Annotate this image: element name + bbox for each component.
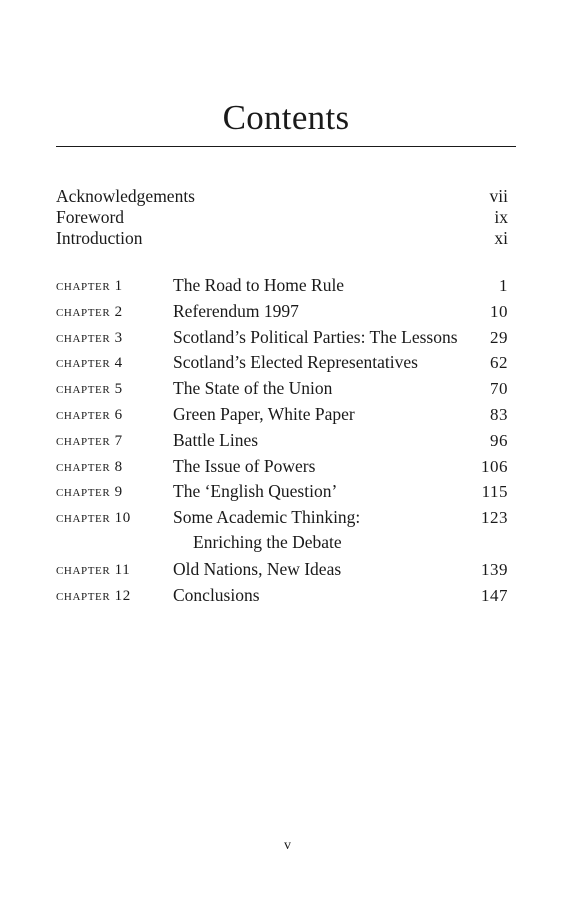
title-rule: [56, 146, 516, 147]
chapter-title: Scotland’s Political Parties: The Lessons: [173, 326, 458, 347]
chapter-title: Scotland’s Elected Representatives: [173, 352, 418, 373]
front-matter-item[interactable]: [56, 186, 508, 207]
chapter-entry[interactable]: [56, 274, 508, 300]
chapter-entry[interactable]: [56, 377, 508, 403]
chapter-label: chapter 10: [56, 510, 131, 527]
chapter-entry[interactable]: [56, 300, 508, 326]
chapter-page: 147: [481, 585, 508, 605]
chapter-entry[interactable]: [56, 506, 508, 558]
chapter-entry[interactable]: [56, 584, 508, 610]
front-matter-page: vii: [489, 186, 508, 206]
chapter-entry[interactable]: [56, 429, 508, 455]
chapter-title: Old Nations, New Ideas: [173, 558, 342, 579]
chapter-title: Battle Lines: [173, 429, 259, 450]
chapter-label: chapter 6: [56, 406, 123, 423]
chapter-title: The ‘English Question’: [173, 481, 338, 502]
page-number: v: [284, 838, 291, 853]
chapter-page: 106: [481, 456, 508, 476]
chapter-title-continuation: Enriching the Debate: [193, 532, 342, 553]
chapter-title: The Road to Home Rule: [173, 275, 345, 295]
chapter-title: Some Academic Thinking:: [173, 507, 361, 528]
chapter-label: chapter 2: [56, 303, 123, 320]
chapter-label: chapter 7: [56, 432, 123, 449]
chapter-entry[interactable]: [56, 480, 508, 506]
chapter-page: 10: [490, 301, 508, 321]
front-matter-page: ix: [494, 207, 508, 227]
chapter-label: chapter 4: [56, 355, 123, 372]
chapter-page: 62: [490, 353, 508, 373]
page-title: Contents: [222, 98, 350, 137]
chapter-entry[interactable]: [56, 558, 508, 584]
chapter-entry[interactable]: [56, 455, 508, 481]
chapter-label: chapter 12: [56, 587, 131, 604]
chapter-entry[interactable]: [56, 326, 508, 352]
chapter-page: 96: [490, 430, 508, 450]
chapter-page: 123: [481, 508, 508, 528]
chapter-page: 83: [490, 404, 508, 424]
chapter-label: chapter 5: [56, 381, 123, 398]
chapter-title: The State of the Union: [173, 378, 333, 399]
chapter-page: 70: [490, 379, 508, 399]
chapter-list: [56, 274, 508, 609]
chapter-title-block: [173, 506, 360, 553]
chapter-label: chapter 9: [56, 484, 123, 501]
front-matter-label: Acknowledgements: [56, 186, 195, 206]
front-matter-item[interactable]: [56, 207, 508, 228]
front-matter-page: xi: [494, 228, 508, 248]
chapter-label: chapter 8: [56, 458, 123, 475]
chapter-page: 139: [481, 559, 508, 579]
chapter-label: chapter 11: [56, 561, 131, 578]
chapter-label: chapter 3: [56, 329, 123, 346]
chapter-title: Green Paper, White Paper: [173, 403, 355, 424]
chapter-page: 29: [490, 327, 508, 347]
front-matter-label: Foreword: [56, 207, 125, 227]
chapter-title: Conclusions: [173, 584, 260, 605]
front-matter-item[interactable]: [56, 228, 508, 249]
front-matter-list: [56, 186, 508, 249]
chapter-page: 115: [481, 482, 508, 502]
chapter-title: Referendum 1997: [173, 300, 299, 321]
chapter-label: chapter 1: [56, 278, 123, 294]
chapter-page: 1: [499, 276, 508, 295]
chapter-entry[interactable]: [56, 351, 508, 377]
chapter-entry[interactable]: [56, 403, 508, 429]
front-matter-label: Introduction: [56, 228, 143, 248]
chapter-title: The Issue of Powers: [173, 455, 316, 476]
